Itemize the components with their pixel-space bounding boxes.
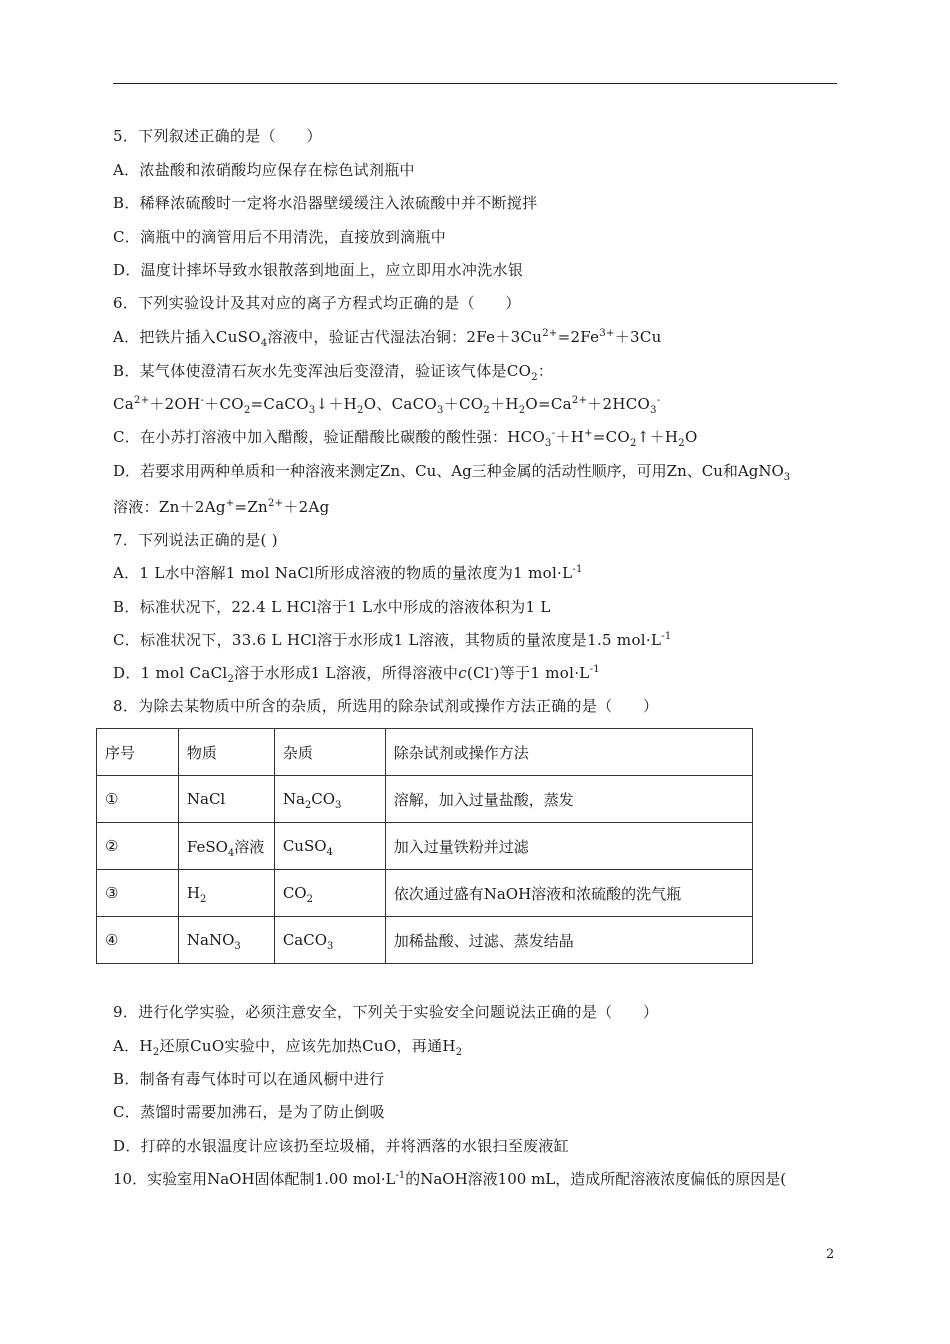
q7-option-a: A．1 L水中溶解1 mol NaCl所形成溶液的物质的量浓度为1 $mol\cdot L^{-1}$	[113, 564, 583, 582]
page-number: 2	[826, 1247, 835, 1262]
row-impurity: $CO_2$	[274, 870, 385, 917]
row-method: 加稀盐酸、过滤、蒸发结晶	[385, 917, 752, 964]
q6-option-c: C．在小苏打溶液中加入醋酸，验证醋酸比碳酸的酸性强：$HCO_3^-+H^+=CO_2↑+H_2O$	[113, 428, 698, 449]
q5-option-b: B．稀释浓硫酸时一定将水沿器壁缓缓注入浓硫酸中并不断搅拌	[113, 194, 538, 212]
q8-stem: 8．为除去某物质中所含的杂质，所选用的除杂试剂或操作方法正确的是（ ）	[113, 697, 659, 715]
header-rule	[113, 83, 837, 84]
row-method: 溶解，加入过量盐酸，蒸发	[385, 776, 752, 823]
q10-stem: 10．实验室用NaOH固体配制1.00 $mol\cdot L^{-1}$的NaOH溶液100 mL，造成所配溶液浓度偏低的原因是(	[113, 1170, 787, 1188]
row-substance: NaCl	[178, 776, 274, 823]
q5-option-d: D．温度计摔坏导致水银散落到地面上，应立即用水冲洗水银	[113, 261, 524, 279]
row-substance: $H_2$	[178, 870, 274, 917]
q6-option-d-equation: 溶液：$Zn+2Ag^+=Zn^{2+}+2Ag$	[113, 498, 330, 516]
row-number: ②	[97, 823, 179, 870]
q9-stem: 9．进行化学实验，必须注意安全，下列关于实验安全问题说法正确的是（ ）	[113, 1003, 659, 1021]
q5-option-c: C．滴瓶中的滴管用后不用清洗，直接放到滴瓶中	[113, 228, 447, 246]
header-cell: 杂质	[274, 729, 385, 776]
q7-stem: 7．下列说法正确的是( )	[113, 531, 278, 549]
table-row	[97, 917, 753, 964]
row-number: ①	[97, 776, 179, 823]
row-impurity: CuSO$_4$	[274, 823, 385, 870]
q7-option-d: D．1 mol CaCl$_2$溶于水形成1 L溶液，所得溶液中c(Cl-)等于1 $mol\cdot L^{-1}$	[113, 664, 600, 685]
q6-option-a: A．把铁片插入CuSO$_4$溶液中，验证古代湿法冶铜：$2Fe+3Cu^{2+}=2Fe^{3+}+3Cu$	[113, 328, 662, 349]
q9-option-c: C．蒸馏时需要加沸石，是为了防止倒吸	[113, 1103, 385, 1121]
header-cell: 除杂试剂或操作方法	[385, 729, 752, 776]
table-row	[97, 870, 753, 917]
q5-option-a: A．浓盐酸和浓硝酸均应保存在棕色试剂瓶中	[113, 161, 415, 179]
table-header-row	[97, 729, 753, 776]
q6-stem: 6．下列实验设计及其对应的离子方程式均正确的是（ ）	[113, 294, 521, 312]
header-cell: 序号	[97, 729, 179, 776]
q6-option-d: D．若要求用两种单质和一种溶液来测定Zn、Cu、Ag三种金属的活动性顺序，可用Zn、Cu和AgNO$_3$	[113, 462, 791, 483]
q7-option-b: B．标准状况下，22.4 L HCl溶于1 L水中形成的溶液体积为1 L	[113, 598, 551, 616]
row-impurity: CaCO$_3$	[274, 917, 385, 964]
q9-option-d: D．打碎的水银温度计应该扔至垃圾桶，并将洒落的水银扫至废液缸	[113, 1137, 570, 1155]
row-method: 依次通过盛有NaOH溶液和浓硫酸的洗气瓶	[385, 870, 752, 917]
q9-option-b: B．制备有毒气体时可以在通风橱中进行	[113, 1070, 385, 1088]
row-substance: FeSO$_4$溶液	[178, 823, 274, 870]
q7-option-c: C．标准状况下，33.6 L HCl溶于水形成1 L溶液，其物质的量浓度是1.5 $mol\cdot L^{-1}$	[113, 631, 672, 649]
table-row	[97, 823, 753, 870]
header-cell: 物质	[178, 729, 274, 776]
q6-option-b: B．某气体使澄清石灰水先变浑浊后变澄清，验证该气体是$CO_2$：	[113, 362, 554, 383]
row-number: ④	[97, 917, 179, 964]
table-row	[97, 776, 753, 823]
row-method: 加入过量铁粉并过滤	[385, 823, 752, 870]
row-impurity: $Na_2CO_3$	[274, 776, 385, 823]
row-substance: NaNO$_3$	[178, 917, 274, 964]
q8-table	[96, 728, 753, 964]
q9-option-a: A．$H_2$还原CuO实验中，应该先加热CuO，再通$H_2$	[113, 1037, 463, 1058]
q5-stem: 5．下列叙述正确的是（ ）	[113, 127, 322, 145]
row-number: ③	[97, 870, 179, 917]
q6-option-b-equation: $Ca^{2+}+2OH^-+CO_2=CaCO_3↓+H_2O$、$CaCO_3+CO_2+H_2O=Ca^{2+}+2HCO_3^-$	[113, 395, 661, 416]
